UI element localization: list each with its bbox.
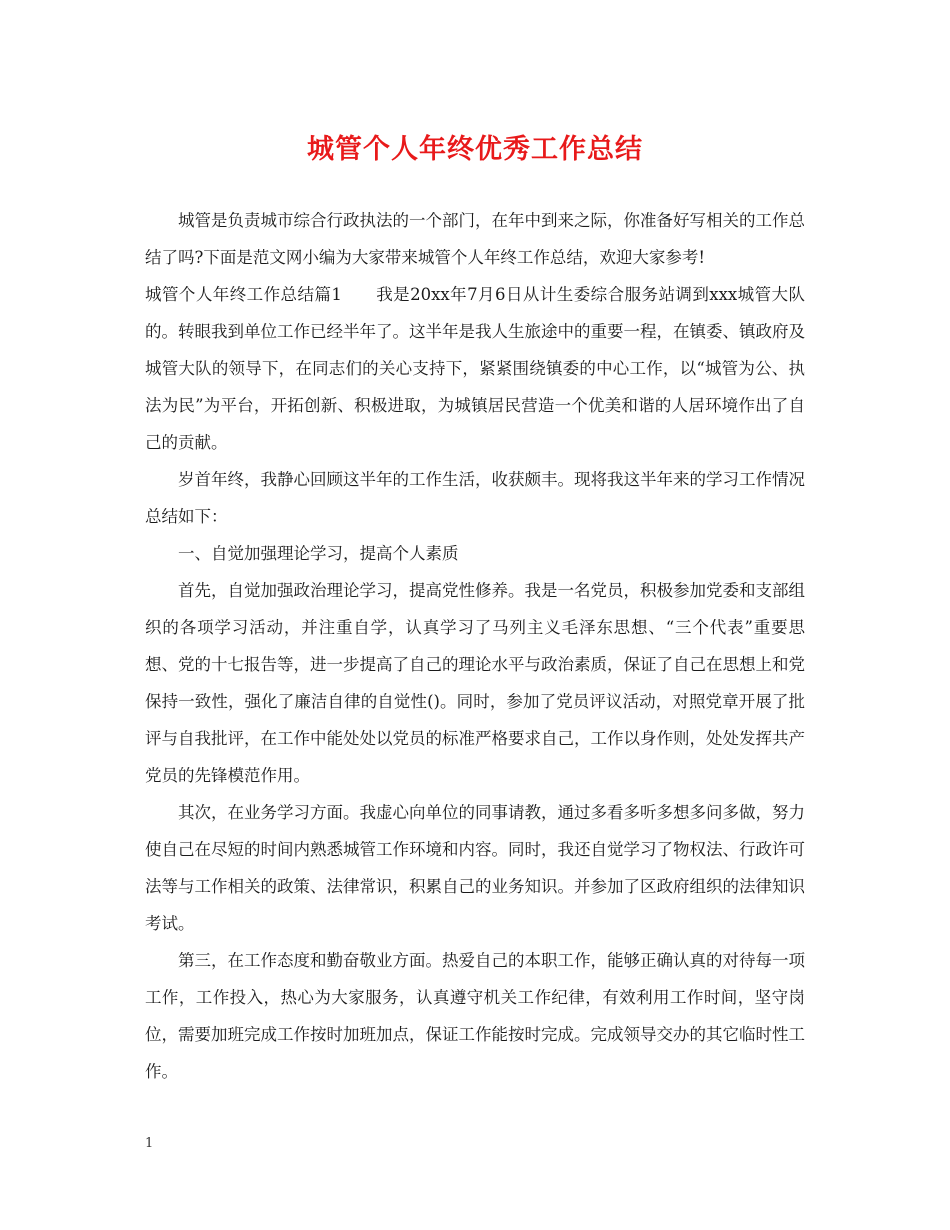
section-heading-1: 一、自觉加强理论学习，提高个人素质	[178, 544, 459, 563]
page-number: 1	[145, 1136, 154, 1151]
paragraph-intro: 城管是负责城市综合行政执法的一个部门，在年中到来之际，你准备好写相关的工作总结了吗?下面是范文网小编为大家带来城管个人年终工作总结，欢迎大家参考!	[145, 211, 805, 267]
document-title: 城管个人年终优秀工作总结	[307, 134, 643, 165]
paragraph-review: 岁首年终，我静心回顾这半年的工作生活，收获颇丰。现将我这半年来的学习工作情况总结如下：	[145, 470, 805, 526]
paragraph-first: 首先，自觉加强政治理论学习，提高党性修养。我是一名党员，积极参加党委和支部组织的各项学习活动，并注重自学，认真学习了马列主义毛泽东思想、“三个代表”重要思想、党的十七报告等，进一步提高了自己的理论水平与政治素质，保证了自己在思想上和党保持一致性，强化了廉洁自律的自觉性()。同时，参加了党员评议活动，对照党章开展了批评与自我批评，在工作中能处处以党员的标准严格要求自己，工作以身作则，处处发挥共产党员的先锋模范作用。	[145, 581, 805, 785]
paragraph-third: 第三，在工作态度和勤奋敬业方面。热爱自己的本职工作，能够正确认真的对待每一项工作，工作投入，热心为大家服务，认真遵守机关工作纪律，有效利用工作时间，坚守岗位，需要加班完成工作按时加班加点，保证工作能按时完成。完成领导交办的其它临时性工作。	[145, 951, 805, 1081]
document-body	[145, 202, 805, 1090]
paragraph-article-1: 城管个人年终工作总结篇1 我是20xx年7月6日从计生委综合服务站调到xxx城管大队的。转眼我到单位工作已经半年了。这半年是我人生旅途中的重要一程，在镇委、镇政府及城管大队的领导下，在同志们的关心支持下，紧紧围绕镇委的中心工作，以“城管为公、执法为民”为平台，开拓创新、积极进取，为城镇居民营造一个优美和谐的人居环境作出了自己的贡献。	[145, 285, 805, 452]
paragraph-second: 其次，在业务学习方面。我虚心向单位的同事请教，通过多看多听多想多问多做，努力使自己在尽短的时间内熟悉城管工作环境和内容。同时，我还自觉学习了物权法、行政许可法等与工作相关的政策、法律常识，积累自己的业务知识。并参加了区政府组织的法律知识考试。	[145, 803, 805, 933]
